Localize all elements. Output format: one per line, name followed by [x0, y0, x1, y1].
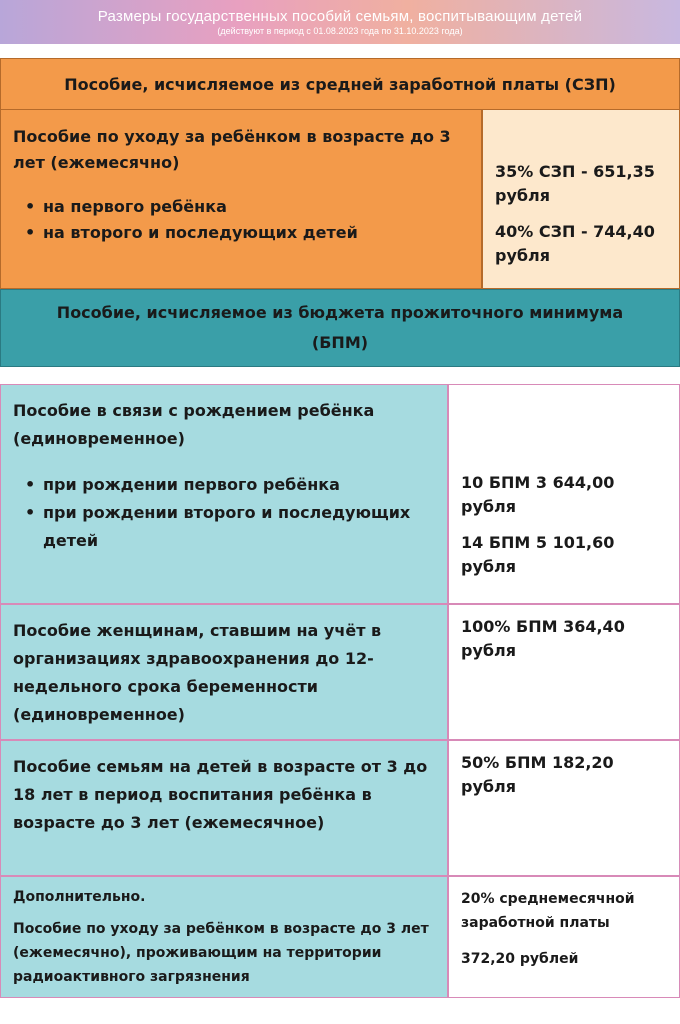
- list-item: • при рождении второго и последующих детей: [13, 499, 435, 555]
- pregnancy-benefit-value: 100% БПМ 364,40 рубля: [448, 604, 680, 740]
- list-item: • при рождении первого ребёнка: [13, 471, 435, 499]
- benefit-value: 372,20 рублей: [461, 951, 579, 967]
- section-bpm-header: Пособие, исчисляемое из бюджета прожиточного минимума (БПМ): [0, 289, 680, 367]
- child-3-18-benefit-value: 50% БПМ 182,20 рубля: [448, 740, 680, 876]
- radiation-benefit-values: [448, 876, 680, 998]
- child-3-18-benefit-description: Пособие семьям на детей в возрасте от 3 до 18 лет в период воспитания ребёнка в возрасте до 3 лет (ежемесячное): [0, 740, 448, 876]
- benefit-value: 20% среднемесячной заработной платы: [461, 891, 635, 931]
- szp-benefit-list: [13, 194, 469, 246]
- list-item: • на первого ребёнка: [13, 194, 469, 220]
- benefit-value: 14 БПМ 5 101,60 рубля: [461, 533, 615, 576]
- benefit-value: 35% СЗП - 651,35 рубля: [495, 162, 655, 205]
- radiation-benefit-description: [0, 876, 448, 998]
- birth-benefit-list: [13, 471, 435, 555]
- szp-benefit-description: [0, 109, 482, 289]
- banner-subtitle: (действуют в период с 01.08.2023 года по 31.10.2023 года): [217, 26, 463, 36]
- birth-benefit-description: [0, 384, 448, 604]
- banner-title: Размеры государственных пособий семьям, воспитывающим детей: [97, 8, 583, 25]
- benefit-value: 40% СЗП - 744,40 рубля: [495, 222, 655, 265]
- benefit-value: 10 БПМ 3 644,00 рубля: [461, 473, 615, 516]
- szp-benefit-title: Пособие по уходу за ребёнком в возрасте до 3 лет (ежемесячно): [13, 127, 451, 172]
- pregnancy-benefit-description: Пособие женщинам, ставшим на учёт в организациях здравоохранения до 12-недельного срока беременности (единовременное): [0, 604, 448, 740]
- additional-label: Дополнительно.: [13, 889, 146, 905]
- radiation-benefit-title: Пособие по уходу за ребёнком в возрасте до 3 лет (ежемесячно), проживающим на территории радиоактивного загрязнения: [13, 921, 429, 985]
- szp-benefit-values: [482, 109, 680, 289]
- header-banner: [0, 0, 680, 44]
- section-szp-header: Пособие, исчисляемое из средней заработной платы (СЗП): [0, 58, 680, 110]
- list-item: • на второго и последующих детей: [13, 220, 469, 246]
- birth-benefit-title: Пособие в связи с рождением ребёнка (единовременное): [13, 401, 375, 448]
- birth-benefit-values: [448, 384, 680, 604]
